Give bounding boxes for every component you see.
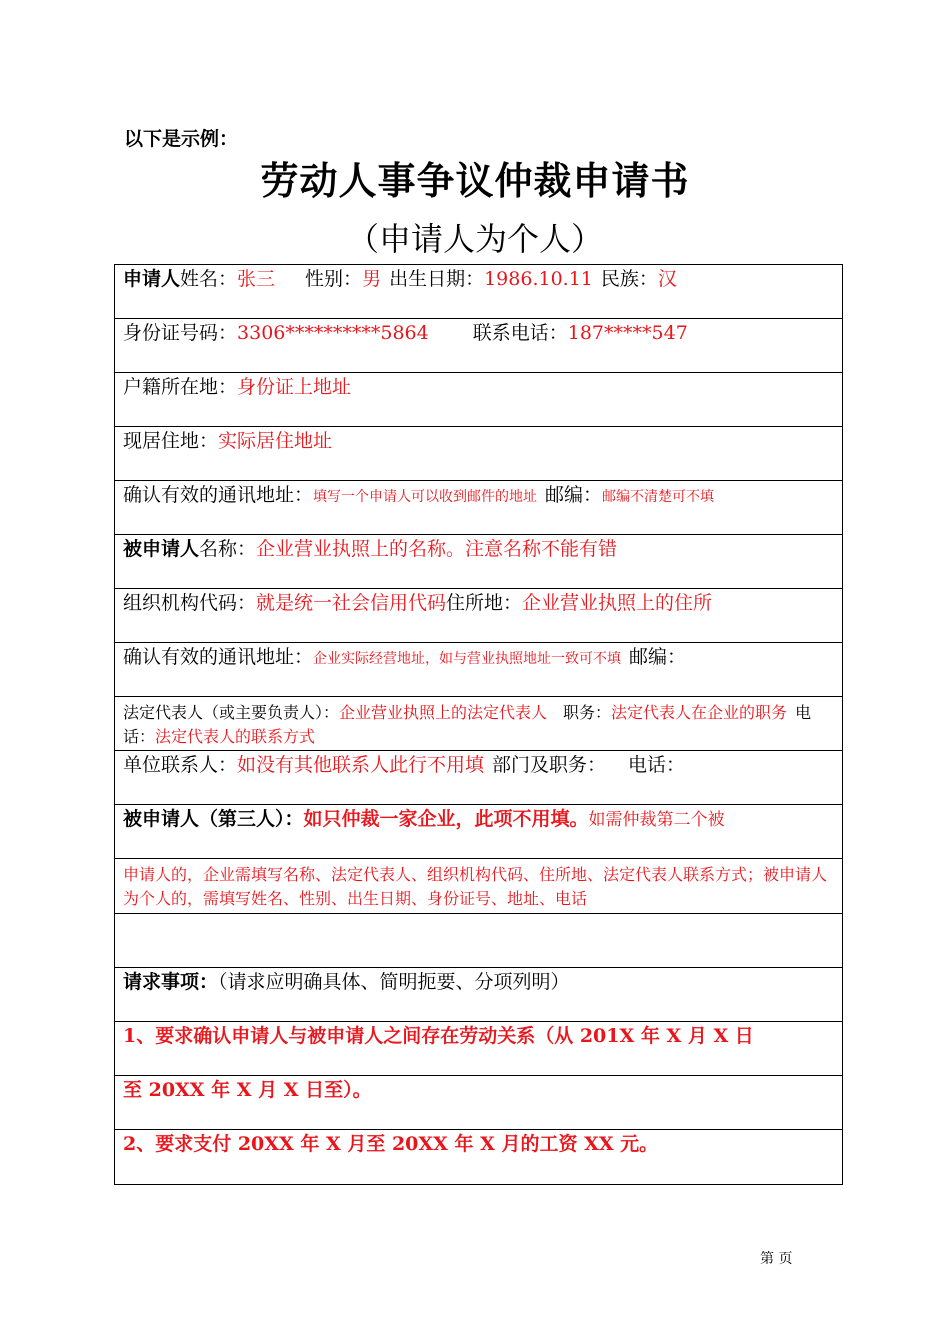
contact-label: 单位联系人： bbox=[123, 754, 238, 776]
claim-item-1b-row bbox=[115, 1076, 842, 1130]
mail-address-value: 填写一个申请人可以收到邮件的地址 bbox=[313, 489, 538, 505]
claim-item-1b: 至 20XX 年 X 月 X 日至）。 bbox=[123, 1079, 372, 1101]
position-value: 法定代表人在企业的职务 bbox=[611, 703, 788, 722]
ethnic-value: 汉 bbox=[657, 268, 677, 290]
contact-value: 如没有其他联系人此行不用填 bbox=[237, 754, 485, 776]
postcode-label: 邮编： bbox=[545, 484, 603, 506]
legal-rep-row bbox=[115, 697, 842, 751]
application-form-table bbox=[114, 264, 843, 1185]
org-code-row bbox=[115, 589, 842, 643]
gender-value: 男 bbox=[362, 268, 382, 290]
contact-phone-label: 电话： bbox=[628, 754, 686, 776]
phone-label: 联系电话： bbox=[472, 322, 568, 344]
address-label: 住所地： bbox=[446, 592, 523, 614]
legal-rep-value: 企业营业执照上的法定代表人 bbox=[339, 703, 548, 722]
residence-label: 现居住地： bbox=[123, 430, 219, 452]
household-label: 户籍所在地： bbox=[123, 376, 238, 398]
respondent-mail-label: 确认有效的通讯地址： bbox=[123, 646, 314, 668]
mail-address-label: 确认有效的通讯地址： bbox=[123, 484, 314, 506]
respondent-mail-value: 企业实际经营地址，如与营业执照地址一致可不填 bbox=[313, 651, 622, 667]
phone-value: 187*****547 bbox=[567, 322, 688, 344]
applicant-id-row bbox=[115, 319, 842, 373]
document-title: 劳动人事争议仲裁申请书 bbox=[260, 158, 690, 203]
document-subtitle: （申请人为个人） bbox=[346, 220, 603, 258]
dept-label: 部门及职务： bbox=[492, 754, 607, 776]
id-value: 3306**********5864 bbox=[237, 322, 429, 344]
third-party-note-2: 申请人的，企业需填写名称、法定代表人、组织机构代码、住所地、法定代表人联系方式；被申请人为个人的，需填写姓名、性别、出生日期、身份证号、地址、电话 bbox=[123, 865, 828, 908]
org-code-label: 组织机构代码： bbox=[123, 592, 257, 614]
contact-row bbox=[115, 751, 842, 805]
household-row bbox=[115, 373, 842, 427]
rep-phone-value: 法定代表人的联系方式 bbox=[155, 727, 316, 746]
household-value: 身份证上地址 bbox=[237, 376, 352, 398]
claims-hint: （请求应明确具体、简明扼要、分项列明） bbox=[218, 971, 570, 993]
legal-rep-label: 法定代表人（或主要负责人）： bbox=[123, 703, 340, 722]
claim-item-1a: 1、要求确认申请人与被申请人之间存在劳动关系（从 201X 年 X 月 X 日 bbox=[123, 1025, 754, 1047]
claim-item-1a-row bbox=[115, 1022, 842, 1076]
postcode-value: 邮编不清楚可不填 bbox=[602, 489, 715, 505]
claims-heading-row bbox=[115, 968, 842, 1022]
respondent-name-label: 名称： bbox=[199, 538, 257, 560]
applicant-basic-row bbox=[115, 265, 842, 319]
third-party-heading: 被申请人（第三人）： bbox=[123, 808, 304, 830]
name-label: 姓名： bbox=[180, 268, 238, 290]
applicant-mail-row bbox=[115, 481, 842, 535]
example-label: 以下是示例： bbox=[124, 128, 239, 150]
residence-value: 实际居住地址 bbox=[218, 430, 333, 452]
blank-row bbox=[115, 914, 842, 968]
rep-phone-label: 电话： bbox=[123, 703, 812, 746]
third-party-row bbox=[115, 805, 842, 859]
gender-label: 性别： bbox=[305, 268, 363, 290]
org-code-value: 就是统一社会信用代码 bbox=[256, 592, 447, 614]
page-number-footer: 第 页 bbox=[760, 1251, 793, 1267]
respondent-name-value: 企业营业执照上的名称。注意名称不能有错 bbox=[256, 538, 618, 560]
third-party-note-row bbox=[115, 859, 842, 914]
claims-heading: 请求事项： bbox=[123, 971, 219, 993]
respondent-heading: 被申请人 bbox=[123, 538, 200, 560]
residence-row bbox=[115, 427, 842, 481]
respondent-mail-row bbox=[115, 643, 842, 697]
birth-label: 出生日期： bbox=[389, 268, 485, 290]
respondent-name-row bbox=[115, 535, 842, 589]
ethnic-label: 民族： bbox=[600, 268, 658, 290]
address-value: 企业营业执照上的住所 bbox=[522, 592, 713, 614]
id-label: 身份证号码： bbox=[123, 322, 238, 344]
third-party-note-1: 如需仲裁第二个被 bbox=[588, 810, 725, 830]
claim-item-2-row bbox=[115, 1130, 842, 1184]
birth-value: 1986.10.11 bbox=[484, 268, 593, 290]
respondent-postcode-label: 邮编： bbox=[629, 646, 687, 668]
applicant-heading: 申请人 bbox=[123, 268, 181, 290]
position-label: 职务： bbox=[563, 703, 612, 722]
claim-item-2: 2、要求支付 20XX 年 X 月至 20XX 年 X 月的工资 XX 元。 bbox=[123, 1133, 659, 1155]
third-party-note-bold: 如只仲裁一家企业，此项不用填。 bbox=[303, 808, 589, 830]
name-value: 张三 bbox=[237, 268, 276, 290]
